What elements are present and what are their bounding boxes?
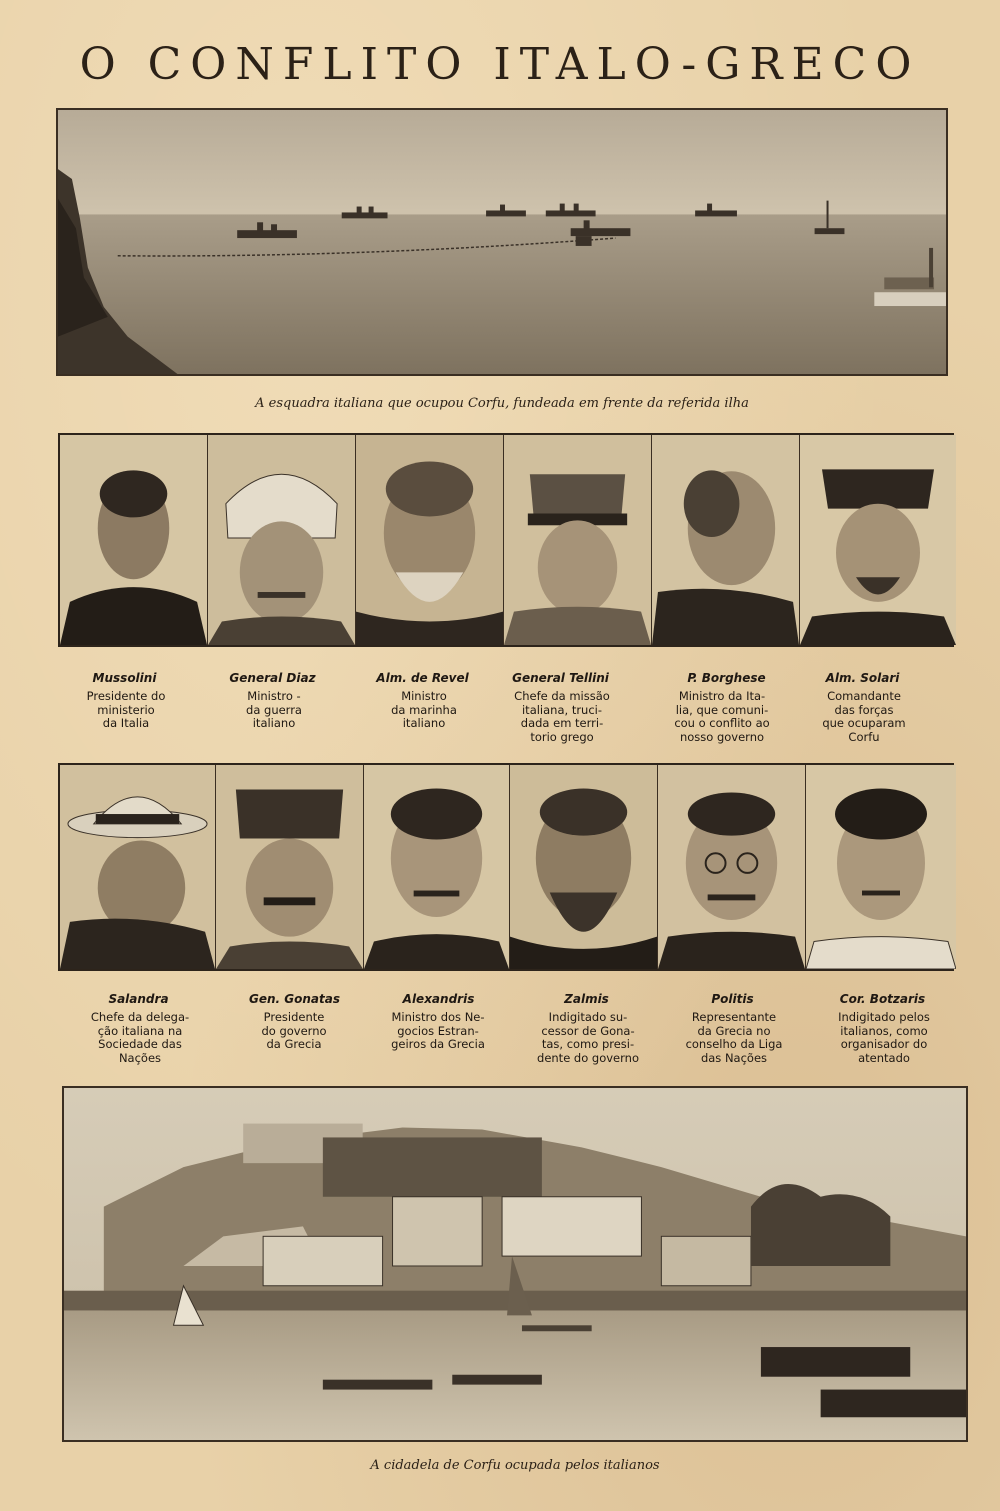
name-botzaris: Cor. Botzaris — [839, 992, 926, 1006]
desc-solari: Comandante das forças que ocuparam Corfu — [822, 689, 906, 744]
desc-gonatas: Presidente do governo da Grecia — [261, 1010, 327, 1051]
name-tellini: General Tellini — [512, 671, 609, 685]
fleet-photo — [56, 108, 948, 376]
name-alexandris: Alexandris — [402, 992, 475, 1006]
desc-alexandris: Ministro dos Ne- gocios Estran- geiros da Grecia — [391, 1010, 485, 1051]
portrait-salandra — [60, 765, 216, 969]
desc-tellini: Chefe da missão italiana, truci- dada em terri- torio grego — [514, 689, 610, 744]
portrait-politis — [658, 765, 806, 969]
portrait-botzaris — [806, 765, 956, 969]
name-mussolini: Mussolini — [92, 671, 157, 685]
citadel-illustration — [64, 1088, 966, 1440]
portrait-borghese — [652, 435, 800, 645]
portrait-alexandris — [364, 765, 510, 969]
portrait-diaz — [208, 435, 356, 645]
portrait-solari — [800, 435, 956, 645]
portrait-zalmis — [510, 765, 658, 969]
desc-zalmis: Indigitado su- cessor de Gona- tas, como presi- dente do governo — [537, 1010, 639, 1065]
portrait-mussolini — [60, 435, 208, 645]
desc-salandra: Chefe da delega- ção italiana na Sociedade das Nações — [90, 1010, 190, 1065]
portrait-de-revel — [356, 435, 504, 645]
citadel-caption: A cidadela de Corfu ocupada pelos italianos — [370, 1458, 660, 1473]
portrait-tellini — [504, 435, 652, 645]
name-salandra: Salandra — [108, 992, 169, 1006]
name-gonatas: Gen. Gonatas — [249, 992, 340, 1006]
name-solari: Alm. Solari — [825, 671, 900, 685]
desc-mussolini: Presidente do ministerio da Italia — [86, 689, 166, 730]
desc-de-revel: Ministro da marinha italiano — [391, 689, 457, 730]
name-diaz: General Diaz — [229, 671, 316, 685]
portrait-gonatas — [216, 765, 364, 969]
citadel-photo — [62, 1086, 968, 1442]
name-borghese: P. Borghese — [687, 671, 766, 685]
desc-botzaris: Indigitado pelos italianos, como organisador do atentado — [838, 1010, 930, 1065]
name-politis: Politis — [711, 992, 754, 1006]
desc-politis: Representante da Grecia no conselho da Liga das Nações — [685, 1010, 783, 1065]
page-title: O CONFLITO ITALO-GRECO — [79, 39, 921, 90]
fleet-illustration — [58, 110, 946, 374]
desc-diaz: Ministro - da guerra italiano — [246, 689, 302, 730]
fleet-caption: A esquadra italiana que ocupou Corfu, fundeada em frente da referida ilha — [255, 396, 749, 411]
portrait-row-2 — [58, 763, 954, 971]
name-zalmis: Zalmis — [564, 992, 609, 1006]
name-de-revel: Alm. de Revel — [376, 671, 469, 685]
desc-borghese: Ministro da Ita- lia, que comuni- cou o conflito ao nosso governo — [674, 689, 770, 744]
portrait-row-1 — [58, 433, 954, 647]
